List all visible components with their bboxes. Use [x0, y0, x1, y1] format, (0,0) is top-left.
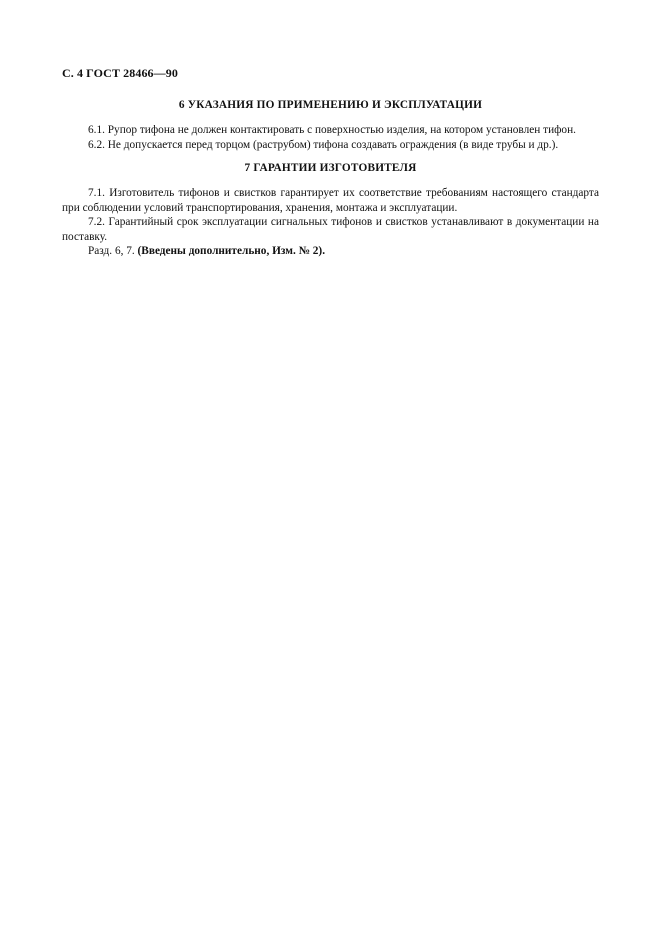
running-head: С. 4 ГОСТ 28466—90	[62, 66, 178, 80]
section-7-heading: 7 ГАРАНТИИ ИЗГОТОВИТЕЛЯ	[244, 162, 417, 174]
clause-7-2: 7.2. Гарантийный срок эксплуатации сигнальных тифонов и свистков устанавливают в документации на поставку.	[62, 216, 599, 243]
amendment-note-emphasis: (Введены дополнительно, Изм. № 2).	[137, 245, 326, 257]
section-6-heading: 6 УКАЗАНИЯ ПО ПРИМЕНЕНИЮ И ЭКСПЛУАТАЦИИ	[178, 99, 483, 111]
amendment-note	[62, 244, 599, 259]
clause-6-1: 6.1. Рупор тифона не должен контактировать с поверхностью изделия, на котором установлен тифон.	[88, 124, 576, 136]
spacer	[62, 176, 599, 186]
amendment-note-prefix: Разд. 6, 7.	[88, 245, 138, 257]
clause-7-1: 7.1. Изготовитель тифонов и свистков гарантирует их соответствие требованиям настоящего стандарта при соблюдении условий транспортирования, хранения, монтажа и эксплуатации.	[62, 187, 599, 214]
section-6	[62, 97, 599, 152]
section-7	[62, 160, 599, 259]
spacer	[62, 113, 599, 123]
clause-6-2: 6.2. Не допускается перед торцом (раструбом) тифона создавать ограждения (в виде трубы и др.).	[88, 138, 559, 151]
document-body	[62, 97, 599, 259]
spacer	[62, 152, 599, 160]
